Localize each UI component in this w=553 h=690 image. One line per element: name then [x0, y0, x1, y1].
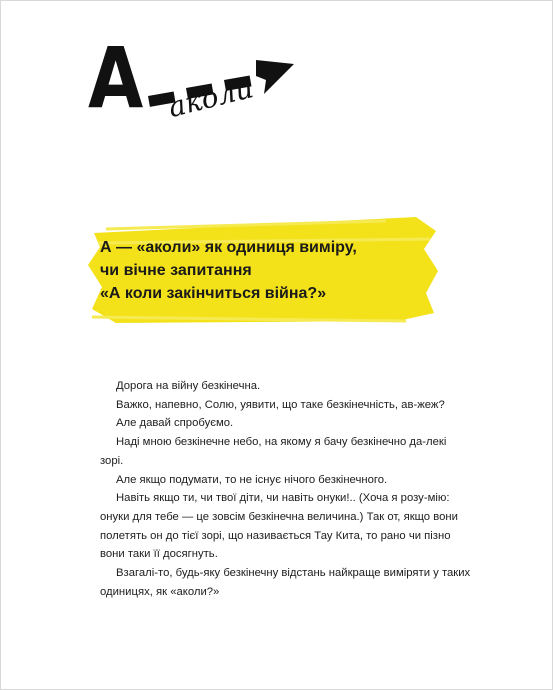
- headline-line: чи вічне запитання: [100, 262, 252, 279]
- paragraph: Дорога на війну безкінечна.: [116, 380, 261, 392]
- headline-line: А — «аколи» як одиниця виміру,: [100, 239, 357, 256]
- paragraph: Взагалі-то, будь-яку безкінечну відстань найкраще виміряти у таких одиницях, як «аколи?»: [100, 567, 471, 598]
- paragraph: Навіть якщо ти, чи твої діти, чи навіть онуки!.. (Хоча я розу-мію: онуки для тебе — це зовсім безкінечна величина.) Так от, якщо вони полетять он до тієї зорі, що називається Тау Кита, то рано чи пізно вони таки її досягнуть.: [100, 492, 458, 561]
- chapter-headline: [100, 236, 430, 305]
- paragraph: Наді мною безкінечне небо, на якому я бачу безкінечно да-лекі зорі.: [100, 436, 447, 467]
- body-text: [100, 377, 472, 601]
- paragraph: Але якщо подумати, то не існує нічого безкінечного.: [116, 473, 388, 486]
- headline-line: «А коли закінчиться війна?»: [100, 285, 327, 302]
- chapter-logo: [88, 29, 298, 156]
- logo-script-word: аколи: [165, 71, 257, 124]
- paragraph: Важко, напевно, Солю, уявити, що таке безкінечність, ав-жеж?: [116, 398, 445, 411]
- logo-letter: А: [88, 29, 142, 127]
- paragraph: Але давай спробуємо.: [116, 417, 234, 430]
